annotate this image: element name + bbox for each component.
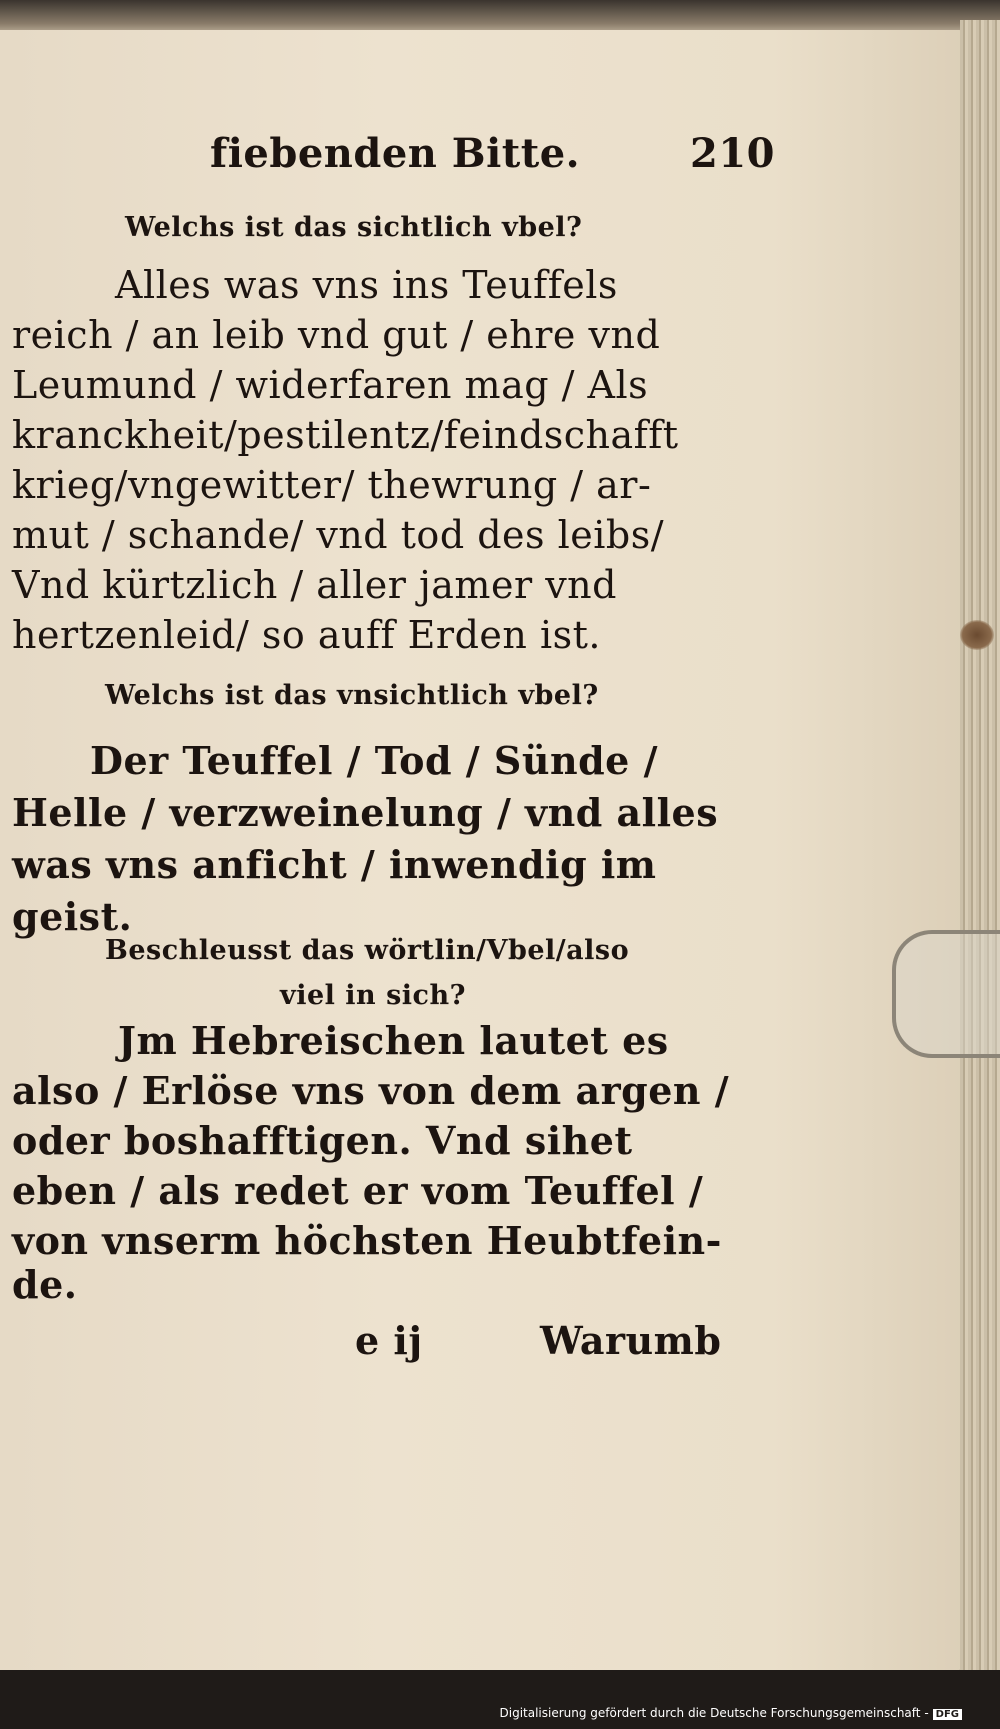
scan-bottom-bar [0,1670,1000,1729]
answer-1-line: hertzenleid/ so auff Erden ist. [12,613,601,657]
answer-2-line: was vns anficht / inwendig im [12,842,657,887]
page-number: 210 [690,130,775,177]
answer-2-line: Der Teuffel / Tod / Sünde / [90,738,658,783]
question-2: Welchs ist das vnsichtlich vbel? [105,680,599,711]
answer-1-line: kranckheit/pestilentz/feindschafft [12,413,679,457]
digitization-credit [500,1706,963,1720]
running-head: fiebenden Bitte. [210,130,581,177]
answer-3-line: Jm Hebreischen lautet es [118,1018,669,1063]
dfg-logo: DFG [933,1709,962,1720]
answer-3-line: von vnserm höchsten Heubtfein- [12,1218,722,1263]
answer-3-line: de. [12,1262,78,1307]
answer-3-line: oder boshafftigen. Vnd sihet [12,1118,633,1163]
answer-2-line: geist. [12,894,133,939]
question-1: Welchs ist das sichtlich vbel? [125,212,583,243]
page-fore-edge [960,20,1000,1670]
book-top-edge [0,0,1000,34]
answer-3-line: also / Erlöse vns von dem argen / [12,1068,730,1113]
answer-1-line: Leumund / widerfaren mag / Als [12,363,649,407]
question-3-line: viel in sich? [280,980,466,1011]
signature-mark: e ij [355,1318,423,1363]
answer-1-line: mut / schande/ vnd tod des leibs/ [12,513,665,557]
answer-1-line: Alles was vns ins Teuffels [115,263,618,307]
question-3-line: Beschleusst das wörtlin/Vbel/also [105,935,630,966]
page-clip [892,930,1000,1058]
ink-stain [960,620,994,650]
answer-1-line: Vnd kürtzlich / aller jamer vnd [12,563,617,607]
credit-text: Digitalisierung gefördert durch die Deutsche Forschungsgemeinschaft - [499,1706,929,1720]
answer-1-line: krieg/vngewitter/ thewrung / ar- [12,463,652,507]
answer-2-line: Helle / verzweinelung / vnd alles [12,790,719,835]
catchword: Warumb [540,1318,722,1363]
answer-1-line: reich / an leib vnd gut / ehre vnd [12,313,661,357]
answer-3-line: eben / als redet er vom Teuffel / [12,1168,704,1213]
